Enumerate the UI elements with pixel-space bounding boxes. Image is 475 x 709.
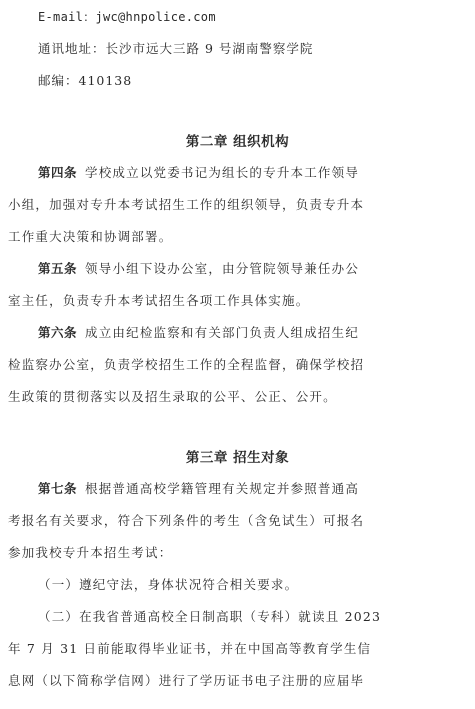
article-7-label: 第七条 (38, 481, 78, 496)
chapter-2-title: 第二章 组织机构 (185, 134, 290, 150)
article-5-text-1: 领导小组下设办公室，由分管院领导兼任办公 (85, 261, 360, 276)
chapter-3-title: 第三章 招生对象 (185, 450, 290, 466)
item-2-line-3: 息网（以下简称学信网）进行了学历证书电子注册的应届毕 (8, 673, 365, 688)
article-6-line-1 (38, 324, 467, 342)
article-4-line-1 (38, 164, 467, 182)
article-7-text-1: 根据普通高校学籍管理有关规定并参照普通高 (85, 481, 360, 496)
article-4-line-2: 小组，加强对专升本考试招生工作的组织领导，负责专升本 (8, 197, 365, 212)
article-4-text-1: 学校成立以党委书记为组长的专升本工作领导 (85, 165, 360, 180)
article-5-label: 第五条 (38, 261, 78, 276)
article-7-line-3: 参加我校专升本招生考试： (8, 545, 173, 560)
article-4-line-3: 工作重大决策和协调部署。 (8, 229, 173, 244)
article-4-label: 第四条 (38, 165, 78, 180)
article-7-line-2: 考报名有关要求，符合下列条件的考生（含免试生）可报名 (8, 513, 365, 528)
item-1: （一）遵纪守法，身体状况符合相关要求。 (38, 577, 299, 592)
article-6-line-3: 生政策的贯彻落实以及招生录取的公平、公正、公开。 (8, 389, 337, 404)
item-2-line-2: 年 7 月 31 日前能取得毕业证书，并在中国高等教育学生信 (8, 641, 372, 656)
contact-postcode: 邮编：410138 (38, 73, 133, 88)
contact-address: 通讯地址：长沙市远大三路 9 号湖南警察学院 (38, 41, 314, 56)
article-7-line-1 (38, 480, 467, 498)
contact-email: E-mail：jwc@hnpolice.com (38, 10, 216, 24)
article-5-line-1 (38, 260, 467, 278)
article-6-line-2: 检监察办公室，负责学校招生工作的全程监督，确保学校招 (8, 357, 365, 372)
item-2-line-1: （二）在我省普通高校全日制高职（专科）就读且 2023 (38, 609, 382, 624)
article-6-label: 第六条 (38, 325, 78, 340)
article-6-text-1: 成立由纪检监察和有关部门负责人组成招生纪 (85, 325, 360, 340)
article-5-line-2: 室主任，负责专升本考试招生各项工作具体实施。 (8, 293, 310, 308)
